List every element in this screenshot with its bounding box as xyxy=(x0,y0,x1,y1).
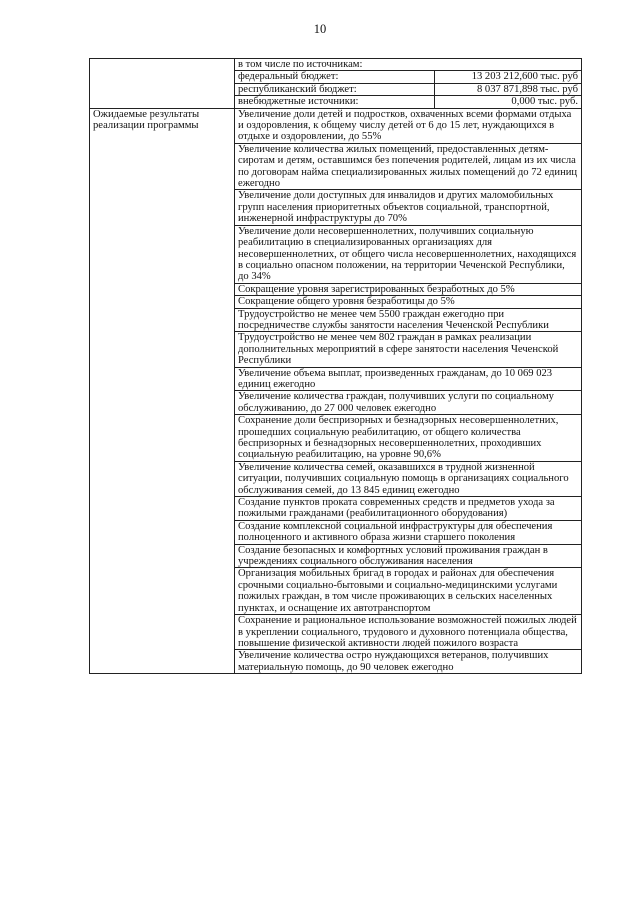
results-heading: Ожидаемые результаты реализации программы xyxy=(90,108,235,674)
finance-source-value: 8 037 871,898 тыс. руб xyxy=(476,83,578,95)
result-item: Увеличение количества семей, оказавшихся в трудной жизненной ситуации, получивших социальную помощь в организациях социального обслуживания семей, до 13 845 единиц ежегодно xyxy=(235,461,582,496)
finance-source-label: внебюджетные источники: xyxy=(238,96,435,107)
result-item: Увеличение количества жилых помещений, предоставленных детям-сиротам и детям, оставшимся без попечения родителей, лицам из их числа по договорам найма специализированных жилых помещений до 72 единиц ежегодно xyxy=(235,143,582,190)
finance-left-cell xyxy=(90,59,235,109)
result-item: Создание комплексной социальной инфраструктуры для обеспечения полноценного и активного образа жизни старшего поколения xyxy=(235,520,582,544)
result-item: Сокращение общего уровня безработицы до 5% xyxy=(235,296,582,308)
result-item: Сохранение доли беспризорных и безнадзорных несовершеннолетних, прошедших социальную реабилитацию, от общего количества беспризорных и безнадзорных несовершеннолетних, проходивших социальную реабилитацию, на уровне 90,6% xyxy=(235,415,582,462)
result-item: Трудоустройство не менее чем 802 граждан в рамках реализации дополнительных мероприятий в сфере занятости населения Чеченской Республики xyxy=(235,332,582,367)
finance-source-value: 13 203 212,600 тыс. руб xyxy=(471,71,578,83)
result-item: Сохранение и рациональное использование возможностей пожилых людей в укреплении социального, трудового и духовного потенциала общества, повышение физической активности людей пожилого возраста xyxy=(235,615,582,650)
result-row xyxy=(90,108,582,143)
result-item: Создание безопасных и комфортных условий проживания граждан в учреждениях социального обслуживания населения xyxy=(235,544,582,568)
finance-source-value: 0,000 тыс. руб. xyxy=(511,96,578,108)
program-passport-table xyxy=(89,58,582,674)
result-item: Увеличение доли несовершеннолетних, получивших социальную реабилитацию в специализированных организациях для несовершеннолетних, от общего числа несовершеннолетних, находящихся в социально опасном положении, на территории Чеченской Республики, до 34% xyxy=(235,225,582,283)
result-item: Трудоустройство не менее чем 5500 граждан ежегодно при посредничестве службы занятости населения Чеченской Республики xyxy=(235,308,582,332)
result-item: Увеличение количества остро нуждающихся ветеранов, получивших материальную помощь, до 90 человек ежегодно xyxy=(235,650,582,674)
finance-source-label: республиканский бюджет: xyxy=(238,84,435,95)
result-item: Увеличение количества граждан, получивших услуги по социальному обслуживанию, до 27 000 человек ежегодно xyxy=(235,391,582,415)
result-item: Увеличение доли доступных для инвалидов и других маломобильных групп населения приоритетных объектов социальной, транспортной, инженерной инфраструктуры до 70% xyxy=(235,190,582,225)
result-item: Сокращение уровня зарегистрированных безработных до 5% xyxy=(235,283,582,295)
finance-header-row xyxy=(90,59,582,71)
result-item: Увеличение доли детей и подростков, охваченных всеми формами отдыха и оздоровления, к общему числу детей от 6 до 15 лет, нуждающихся в отдыхе и оздоровлении, до 55% xyxy=(235,108,582,143)
result-item: Увеличение объема выплат, произведенных гражданам, до 10 069 023 единиц ежегодно xyxy=(235,367,582,391)
page-number: 10 xyxy=(313,22,327,36)
result-item: Организация мобильных бригад в городах и районах для обеспечения срочными социально-бытовыми и социально-медицинскими услугами пожилых граждан, в том числе проживающих в сельских населенных пунктах, и оснащение их автотранспортом xyxy=(235,568,582,615)
result-item: Создание пунктов проката современных средств и предметов ухода за пожилыми гражданами (реабилитационного оборудования) xyxy=(235,497,582,521)
finance-source-label: федеральный бюджет: xyxy=(238,71,435,82)
finance-header: в том числе по источникам: xyxy=(235,59,582,71)
